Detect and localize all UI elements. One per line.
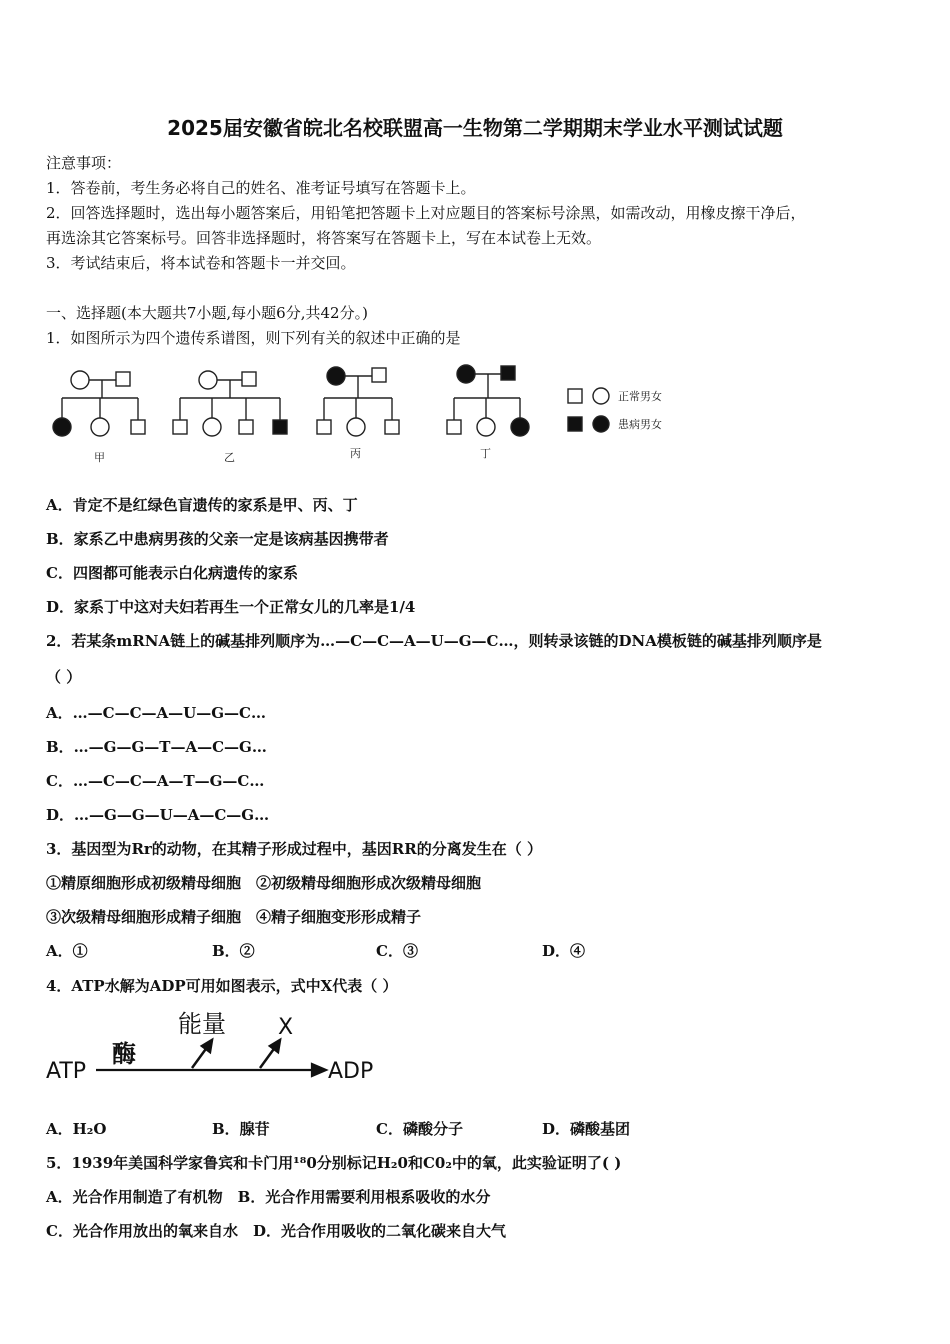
- q1-option-b: B．家系乙中患病男孩的父亲一定是该病基因携带者: [46, 530, 389, 548]
- adp-label: ADP: [328, 1059, 374, 1084]
- legend-normal: 正常男女: [618, 390, 662, 403]
- pedigree-label-jia: 甲: [94, 451, 105, 464]
- question-2-paren: （ ）: [46, 668, 82, 686]
- question-1-stem: 1．如图所示为四个遗传系谱图，则下列有关的叙述中正确的是: [46, 329, 461, 347]
- q4-option-a: A．H₂O: [46, 1120, 107, 1138]
- q1-option-c: C．四图都可能表示白化病遗传的家系: [46, 564, 298, 582]
- pedigree-label-yi: 乙: [224, 451, 235, 464]
- page-title: 2025届安徽省皖北名校联盟高一生物第二学期期末学业水平测试试题: [167, 116, 783, 140]
- section-heading: 一、选择题(本大题共7小题,每小题6分,共42分。): [46, 304, 368, 322]
- q2-option-d: D．…—G—G—U—A—C—G…: [46, 806, 270, 824]
- question-5-stem: 5．1939年美国科学家鲁宾和卡门用¹⁸0分别标记H₂0和C0₂中的氧，此实验证明了( ): [46, 1154, 622, 1172]
- q5-line-2: C．光合作用放出的氧来自水 D．光合作用吸收的二氧化碳来自大气: [46, 1222, 506, 1240]
- release-arrows: [192, 1040, 280, 1068]
- q2-option-a: A．…—C—C—A—U—G—C…: [46, 704, 266, 722]
- q2-option-c: C．…—C—C—A—T—G—C…: [46, 772, 265, 790]
- q3-option-b: B．②: [212, 942, 255, 960]
- q1-option-a: A．肯定不是红绿色盲遗传的家系是甲、丙、丁: [46, 496, 358, 514]
- q3-option-d: D．④: [542, 942, 586, 960]
- x-label: X: [278, 1015, 294, 1040]
- q1-option-d: D．家系丁中这对夫妇若再生一个正常女儿的几率是1/4: [46, 598, 416, 616]
- pedigree-label-bing: 丙: [350, 447, 361, 460]
- pedigree-label-ding: 丁: [480, 447, 491, 460]
- notice-item-3: 3．考试结束后，将本试卷和答题卡一并交回。: [46, 254, 356, 272]
- q2-option-b: B．…—G—G—T—A—C—G…: [46, 738, 267, 756]
- pedigree-figure: [46, 358, 686, 470]
- question-2-stem: 2．若某条mRNA链上的碱基排列顺序为…—C—C—A—U—G—C…，则转录该链的DNA模板链的碱基排列顺序是: [46, 632, 822, 650]
- q4-option-d: D．磷酸基团: [542, 1120, 631, 1138]
- q3-option-a: A．①: [46, 942, 88, 960]
- q5-line-1: A．光合作用制造了有机物 B．光合作用需要利用根系吸收的水分: [46, 1188, 491, 1206]
- question-3-stem: 3．基因型为Rr的动物，在其精子形成过程中，基因RR的分离发生在（ ）: [46, 840, 542, 858]
- q3-line-2: ③次级精母细胞形成精子细胞 ④精子细胞变形形成精子: [46, 908, 422, 926]
- legend-affected: 患病男女: [618, 418, 662, 431]
- atp-hydrolysis-diagram: [46, 1006, 386, 1090]
- notice-item-2: 2．回答选择题时，选出每小题答案后，用铅笔把答题卡上对应题目的答案标号涂黑，如需改动，用橡皮擦干净后，: [46, 204, 806, 222]
- q3-option-c: C．③: [376, 942, 418, 960]
- enzyme-label: 酶: [112, 1040, 136, 1068]
- notice-item-2-cont: 再选涂其它答案标号。回答非选择题时，将答案写在答题卡上，写在本试卷上无效。: [46, 229, 602, 247]
- notice-item-1: 1．答卷前，考生务必将自己的姓名、准考证号填写在答题卡上。: [46, 179, 476, 197]
- atp-label: ATP: [46, 1059, 87, 1084]
- q4-option-c: C．磷酸分子: [376, 1120, 463, 1138]
- q3-line-1: ①精原细胞形成初级精母细胞 ②初级精母细胞形成次级精母细胞: [46, 874, 482, 892]
- energy-label: 能量: [178, 1010, 226, 1038]
- q4-option-b: B．腺苷: [212, 1120, 270, 1138]
- notice-heading: 注意事项：: [46, 154, 122, 172]
- question-4-stem: 4．ATP水解为ADP可用如图表示，式中X代表（ ）: [46, 977, 398, 995]
